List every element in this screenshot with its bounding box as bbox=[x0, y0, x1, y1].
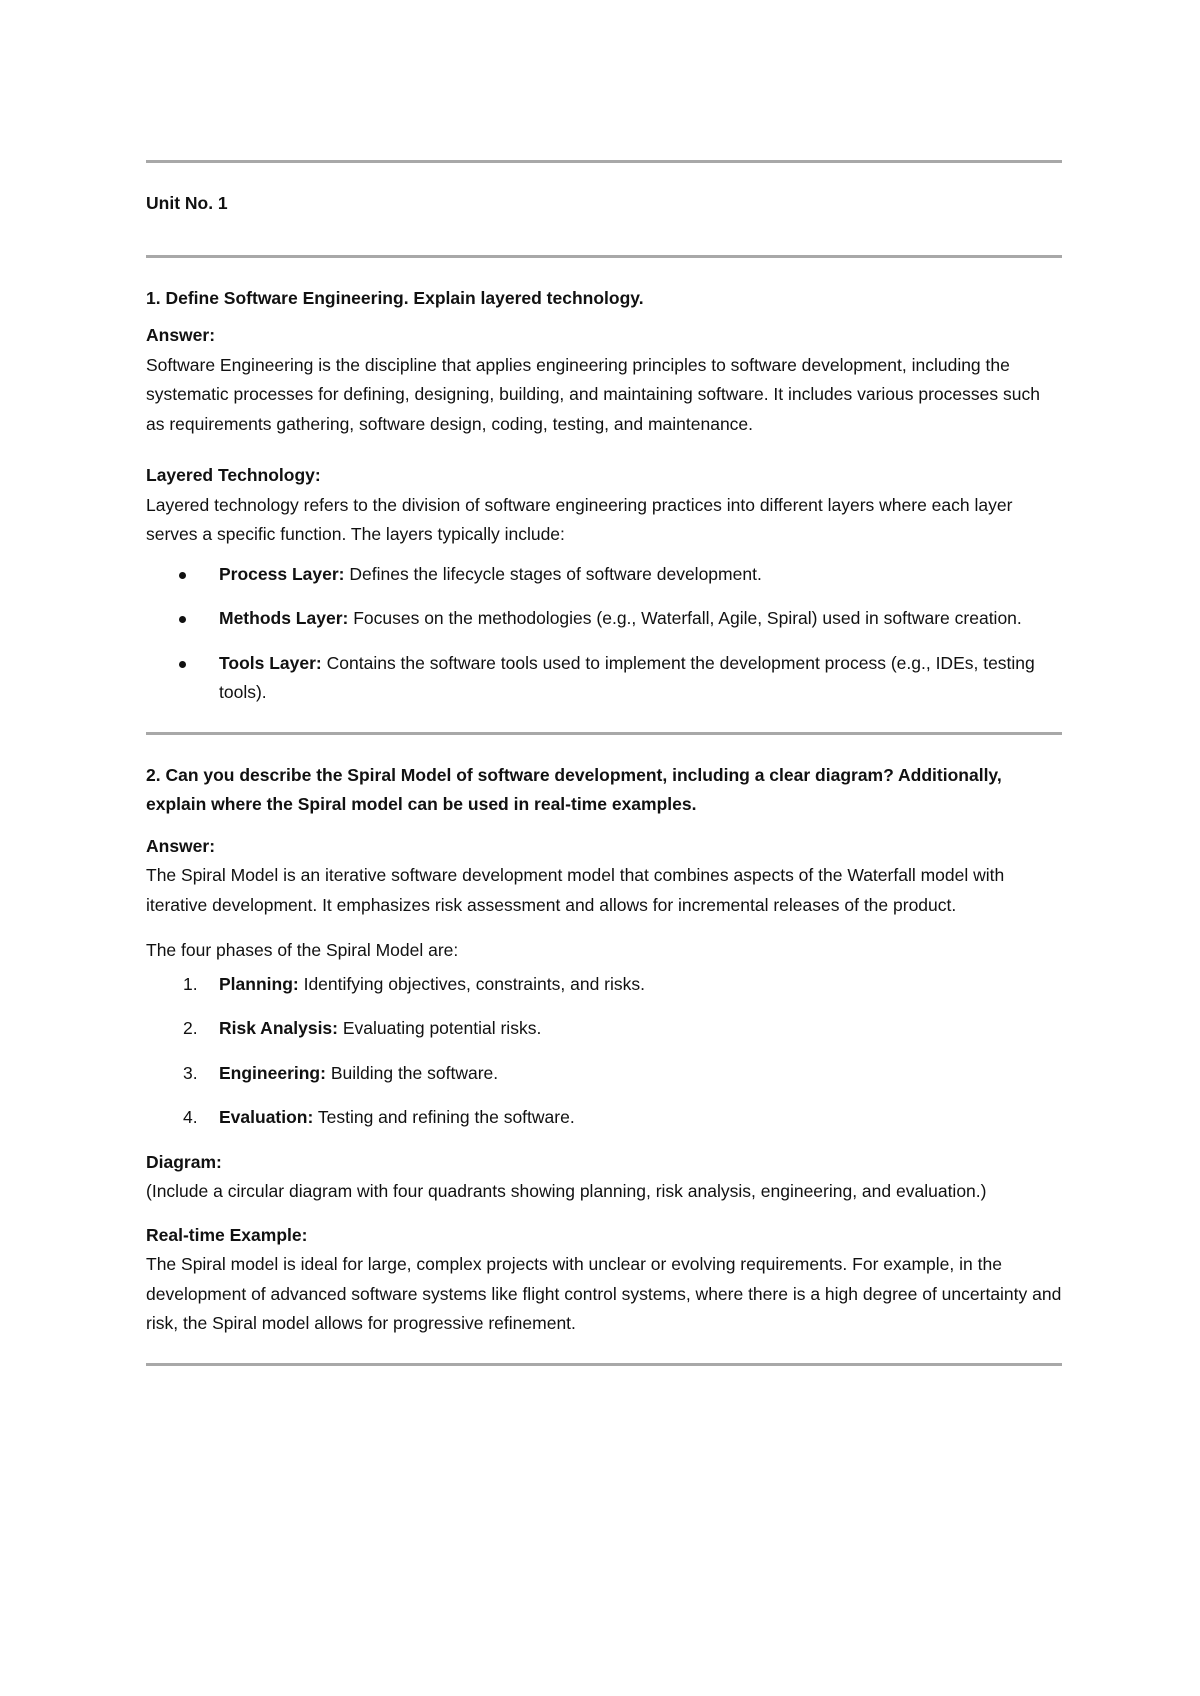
diagram-label: Diagram: bbox=[146, 1151, 222, 1172]
diagram-text: (Include a circular diagram with four quadrants showing planning, risk analysis, engineering, and evaluation.) bbox=[146, 1181, 987, 1201]
answer-2 bbox=[146, 832, 1062, 921]
list-item: 4. Evaluation: Testing and refining the software. bbox=[183, 1107, 575, 1127]
layered-technology bbox=[146, 461, 1062, 550]
layered-technology-text: Layered technology refers to the division of software engineering practices into different layers where each layer serves a specific function. The layers typically include: bbox=[146, 494, 1013, 544]
answer-2-text: The Spiral Model is an iterative software development model that combines aspects of the Waterfall model with iterative development. It emphasizes risk assessment and allows for incremental releases of the product. bbox=[146, 865, 1005, 915]
answer-label: Answer: bbox=[146, 325, 216, 345]
list-item: 1. Planning: Identifying objectives, constraints, and risks. bbox=[183, 973, 645, 994]
diagram-section bbox=[146, 1148, 1062, 1207]
list-item: Process Layer: Defines the lifecycle stages of software development. bbox=[146, 560, 1062, 590]
unit-title: Unit No. 1 bbox=[146, 193, 228, 213]
list-item: 3. Engineering: Building the software. bbox=[183, 1062, 499, 1083]
question-1: 1. Define Software Engineering. Explain layered technology. bbox=[146, 287, 644, 308]
answer-label: Answer: bbox=[146, 835, 216, 856]
list-item: Tools Layer: Contains the software tools used to implement the development process (e.g., IDEs, testing tools). bbox=[146, 649, 1062, 708]
phases-intro: The four phases of the Spiral Model are: bbox=[146, 940, 459, 960]
divider bbox=[146, 255, 1062, 258]
bullet-icon bbox=[179, 616, 186, 623]
list-item: Methods Layer: Focuses on the methodologies (e.g., Waterfall, Agile, Spiral) used in software creation. bbox=[146, 604, 1062, 634]
divider bbox=[146, 160, 1062, 163]
layered-technology-label: Layered Technology: bbox=[146, 465, 321, 485]
divider bbox=[146, 732, 1062, 735]
answer-1-text: Software Engineering is the discipline that applies engineering principles to software development, including the systematic processes for defining, designing, building, and maintaining software. It includes various processes such as requirements gathering, software design, coding, testing, and maintenance. bbox=[146, 354, 1040, 434]
layers-list bbox=[146, 560, 1062, 708]
bullet-icon bbox=[179, 661, 186, 668]
example-label: Real-time Example: bbox=[146, 1224, 308, 1245]
example-text: The Spiral model is ideal for large, complex projects with unclear or evolving requirements. For example, in the development of advanced software systems like flight control systems, where there is a high degree of uncertainty and risk, the Spiral model allows for progressive refinement. bbox=[146, 1254, 1062, 1333]
real-time-example bbox=[146, 1221, 1062, 1339]
document-page bbox=[146, 160, 1062, 1366]
question-2: 2. Can you describe the Spiral Model of software development, including a clear diagram? Additionally, explain where the Spiral model can be used in real-time examples. bbox=[146, 764, 1002, 814]
bullet-icon bbox=[179, 572, 186, 579]
divider bbox=[146, 1363, 1062, 1366]
list-item: 2. Risk Analysis: Evaluating potential risks. bbox=[183, 1018, 542, 1038]
answer-1 bbox=[146, 321, 1062, 439]
phases-list bbox=[146, 970, 1062, 1133]
